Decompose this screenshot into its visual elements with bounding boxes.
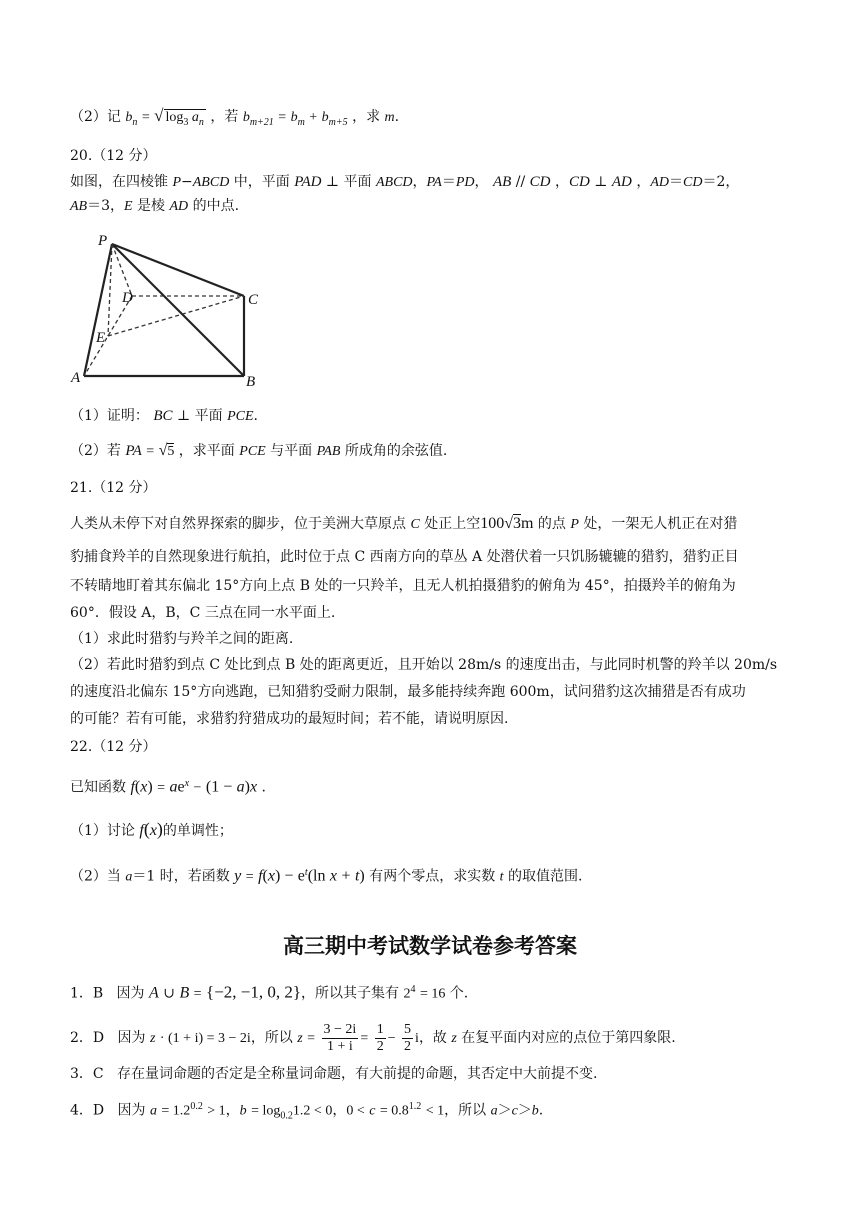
edge-PC <box>112 244 244 296</box>
problem21-part2-line2: 的速度沿北偏东 15°方向逃跑，已知猎豹受耐力限制，最多能持续奔跑 600m，试问猎豹这次捕猎是否有成功 <box>70 684 746 700</box>
problem21-line1: 人类从未停下对自然界探索的脚步，位于美洲大草原点 C 处正上空100√3m 的点 P 处，一架无人机正在对猎 <box>70 515 738 532</box>
problem20-part2: （2）若 PA = √5 ，求平面 PCE 与平面 PAB 所成角的余弦值. <box>70 442 448 459</box>
edge-PA <box>84 244 112 376</box>
problem22-part2: （2）当 a＝1 时，若函数 $y = f(x) - e^t(\ln$ x + t) 有两个零点，求实数 t 的取值范围. <box>70 867 583 885</box>
pyramid-figure <box>68 232 268 394</box>
answer-2-num: 2．D <box>70 1030 105 1046</box>
answer-3-num: 3．C <box>70 1066 104 1082</box>
problem19-part2: （2）记 $b_n$ = √ $\log_3 a_n$ ，若 $b_{m+21} = b_m + b_{m+5}$ ，求 m. <box>70 106 400 128</box>
answer-1: 1．B 因为 A ∪ B = {−2, −1, 0, 2}，所以其子集有 $2^4 = 16$ 个. <box>70 982 469 1002</box>
problem20-statement-line1: 如图，在四棱锥 P−ABCD 中，平面 PAD ⊥ 平面 ABCD，PA＝PD， AB // CD ，CD ⊥ AD ，AD＝CD＝2， <box>70 174 740 190</box>
problem20-part1: （1）证明： BC ⊥ 平面 PCE. <box>70 408 258 424</box>
problem21-part1: （1）求此时猎豹与羚羊之间的距离. <box>70 631 294 647</box>
problem21-part2-line3: 的可能？若有可能，求猎豹狩猎成功的最短时间；若不能，请说明原因. <box>70 711 509 727</box>
edge-PB <box>112 244 244 376</box>
problem21-line2: 豹捕食羚羊的自然现象进行航拍，此时位于点 C 西南方向的草丛 A 处潜伏着一只饥肠辘辘的猎豹，猎豹正目 <box>70 549 739 565</box>
answers-title: 高三期中考试数学试卷参考答案 <box>283 934 577 958</box>
answer-4: 4．D 因为 $a = 1.2^{0.2} > 1$，$b = \log_{0.2}1.2 < 0$，$0 < c = 0.8^{1.2} < 1$，所以 a＞c＞b. <box>70 1101 544 1122</box>
problem20-statement-line2: AB＝3，E 是棱 AD 的中点. <box>70 198 240 214</box>
problem21-header: 21.（12 分） <box>70 480 157 496</box>
problem21-line4: 60°．假设 A，B，C 三点在同一水平面上. <box>70 605 336 621</box>
label-B: B <box>246 374 256 390</box>
label-D: D <box>122 290 133 306</box>
answer-1-num: 1．B <box>70 985 104 1002</box>
problem22-part1: （1）讨论 f(x)的单调性； <box>70 819 233 839</box>
problem21-part2-line1: （2）若此时猎豹到点 C 处比到点 B 处的距离更近，且开始以 28m/s 的速度出击，与此同时机警的羚羊以 20m/s <box>70 657 778 673</box>
answer-2: 2．D 因为 z · (1 + i) = 3 − 2i，所以 z = $\frac{3 - 2i}{1 + i}$ = $\frac{1}{2}$ − $\frac{5}{2}$ i，故 z 在复平面内对应的点位于第四象限. <box>70 1021 676 1054</box>
answer-3: 3．C 存在量词命题的否定是全称量词命题，有大前提的命题，其否定中大前提不变. <box>70 1066 598 1082</box>
problem22-given: 已知函数 $f(x) = ae^x - (1 - a)x$ . <box>70 778 267 796</box>
problem21-line3: 不转睛地盯着其东偏北 15°方向上点 B 处的一只羚羊，且无人机拍摄猎豹的俯角为 45°，拍摄羚羊的俯角为 <box>70 578 736 594</box>
label-P: P <box>98 233 108 249</box>
problem22-header: 22.（12 分） <box>70 739 157 755</box>
label-E: E <box>96 330 106 346</box>
problem20-header: 20.（12 分） <box>70 148 157 164</box>
answer-4-num: 4．D <box>70 1102 105 1119</box>
label-A: A <box>71 370 81 386</box>
label-C: C <box>248 292 259 308</box>
